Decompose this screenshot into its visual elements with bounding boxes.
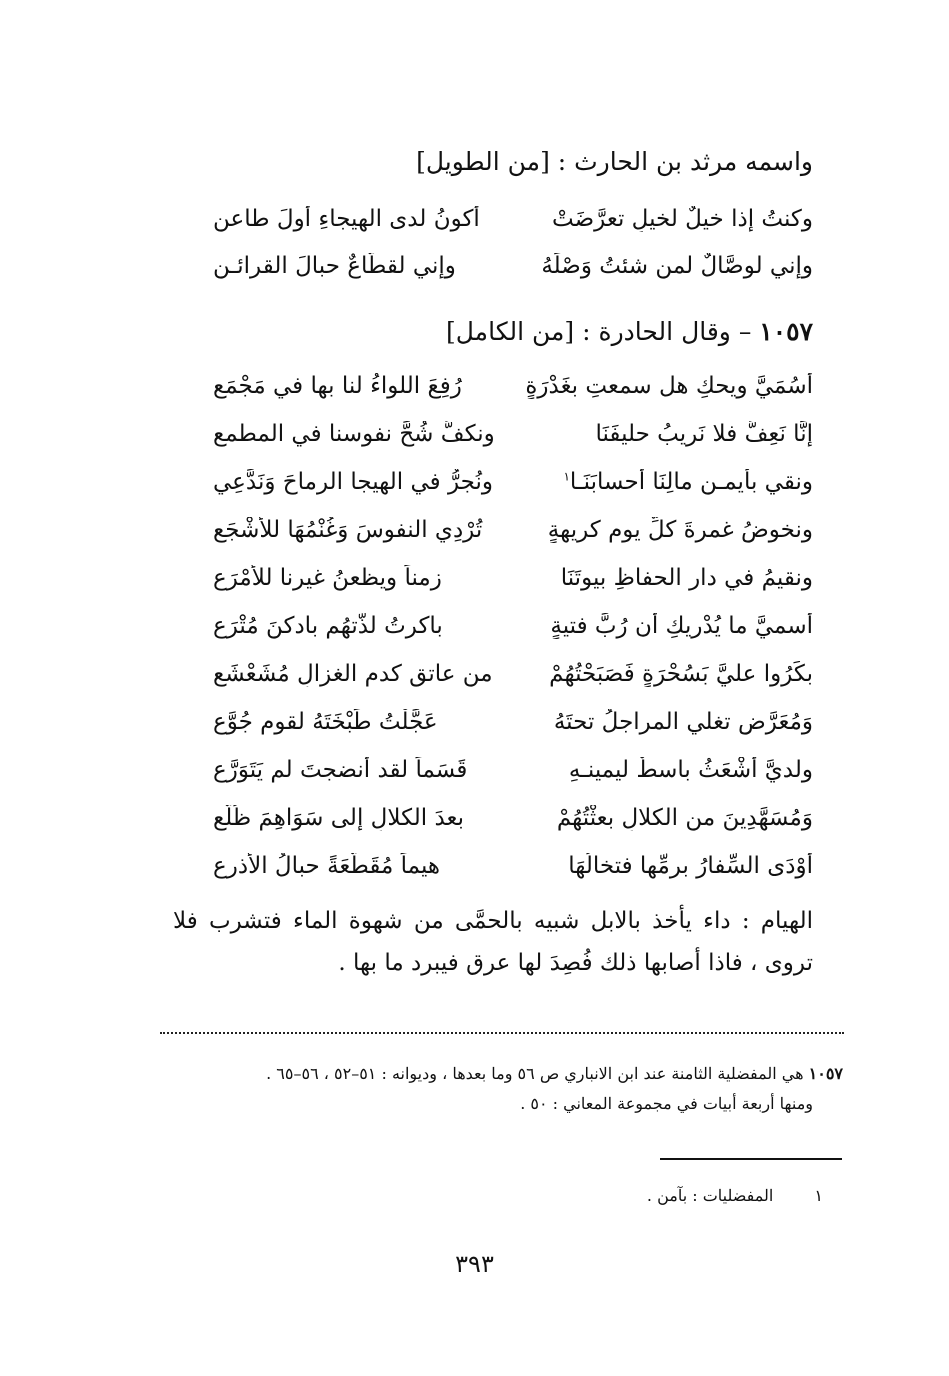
hemistich-text: ونقي بأيمـنِ مالِنَا أحسابَنَـا — [569, 469, 813, 495]
poem2-verse-6 — [213, 607, 813, 645]
hemistich-first: ولديَّ أشْعَثُ باسطٌ ليمينـهِ — [568, 757, 813, 783]
hemistich-first: أَوْدَى السِّفارُ برِمِّها فتخالُهَا — [568, 853, 813, 879]
poem2-verse-4 — [213, 511, 813, 549]
hemistich-second: وإني لقطَّاعٌ حبالَ القرائـن — [213, 253, 456, 279]
poem2-verse-1 — [213, 367, 813, 405]
header-line: واسمه مرثد بن الحارث : [من الطويل] — [416, 147, 813, 176]
hemistich-first: وَمُعَرَّضٍ تغلي المراجلُ تحتَهُ — [553, 709, 813, 735]
hemistich-second: أكونُ لدى الهيجاءِ أولَ طاعن — [213, 206, 480, 232]
poem2-verse-3 — [213, 463, 813, 501]
hemistich-second: هيماً مُقَطَّعَةً حبالُ الأذرعِ — [213, 853, 441, 879]
hemistich-first: أسميَّ ما يُدْريكِ أن رُبَّ فتيةٍ — [550, 613, 813, 639]
poem2-verse-9 — [213, 751, 813, 789]
gloss-paragraph: الهيام : داء يأخذ بالابل شبيه بالحمَّى من شهوة الماء فتشرب فلا تروى ، فاذا أصابها ذلك فُصِدَ لها عرق فيبرد ما بها . — [173, 908, 813, 976]
poem1-verse-1 — [213, 200, 813, 238]
hemistich-second: بعدَ الكلالِ إلى سَوَاهِمَ ظُلَّعِ — [213, 805, 465, 831]
hemistich-first: أسُمَيَّ ويحكِ هل سمعتِ بغَدْرَةٍ — [525, 373, 813, 399]
poem2-verse-8 — [213, 703, 813, 741]
hemistich-second: ونُجرُّ في الهيجا الرماحَ وَنَدَّعِي — [213, 469, 493, 495]
footnote-text: المفضليات : بآمن . — [646, 1186, 774, 1205]
page-number: ٣٩٣ — [455, 1250, 494, 1278]
hemistich-second: عَجَّلْتُ طَبْخَتَهُ لقومٍ جُوَّعِ — [213, 709, 438, 735]
section-number: ١٠٥٧ — [759, 317, 813, 346]
poem2-verse-10 — [213, 799, 813, 837]
poem2-verse-7 — [213, 655, 813, 693]
dotted-separator — [160, 1032, 844, 1034]
hemistich-second: زمناً ويظعنُ غيرنا للأَمْرَعِ — [213, 565, 442, 591]
reference-note-line-1 — [153, 1062, 843, 1086]
reference-note-number: ١٠٥٧ — [808, 1064, 843, 1083]
poem2-verse-11 — [213, 847, 813, 885]
hemistich-first: وإني لوصَّالٌ لمن شئتُ وَصْلَهُ — [541, 253, 813, 279]
poem1-verse-2 — [213, 247, 813, 285]
section-intro: – وقال الحادرة : [من الكامل] — [446, 317, 752, 346]
footnote — [647, 1186, 823, 1205]
hemistich-first: بكَرُوا عليَّ بَسُحْرَةٍ فَصَبَحْتُهُمْ — [549, 661, 813, 687]
hemistich-first: وكنتُ إذا خيلٌ لخيلٍ تعرَّضَتْ — [552, 206, 813, 232]
reference-note-line-2: ومنها أربعة أبيات في مجموعة المعاني : ٥٠ . — [520, 1094, 813, 1113]
hemistich-first: إنَّا نَعِفُّ فلا نَرِيبُ حليفَنَا — [595, 421, 813, 447]
hemistich-first: وَمُسَهَّدِينَ من الكلالِ بعثْتُهُمْ — [556, 805, 813, 831]
poem2-verse-2 — [213, 415, 813, 453]
poem2-verse-5 — [213, 559, 813, 597]
hemistich-second: ونكفُّ شُحَّ نفوسنا في المطمعِ — [213, 421, 495, 447]
hemistich-first: ونخوضُ غمرةَ كلِّ يومِ كريهةٍ — [547, 517, 813, 543]
hemistich-first — [523, 469, 813, 495]
hemistich-second: رُفِعَ اللواءُ لنا بها في مَجْمَعِ — [213, 373, 462, 399]
hemistich-second: قَسَماً لقد أنضجتَ لم يَتَوَرَّعِ — [213, 757, 468, 783]
footnote-number: ١ — [814, 1186, 823, 1205]
hemistich-second: باكرتُ لذَّتهُم بادكنَ مُتْرَعِ — [213, 613, 443, 639]
footnote-marker: ١ — [563, 469, 570, 484]
section-heading — [193, 314, 813, 350]
hemistich-first: ونقيمُ في دارِ الحفاظِ بيوتَنَا — [560, 565, 813, 591]
footnote-rule — [660, 1158, 842, 1160]
reference-note-text: هي المفضلية الثامنة عند ابن الانباري ص ٥٦ وما بعدها ، وديوانه : ٥١–٥٢ ، ٥٦–٦٥ . — [266, 1064, 804, 1083]
hemistich-second: تُرْدِي النفوسَ وَغُنْمُهَا للأَشْجَعِ — [213, 517, 483, 543]
hemistich-second: من عاتقٍ كدمِ الغزالِ مُشَعْشَعِ — [213, 661, 493, 687]
